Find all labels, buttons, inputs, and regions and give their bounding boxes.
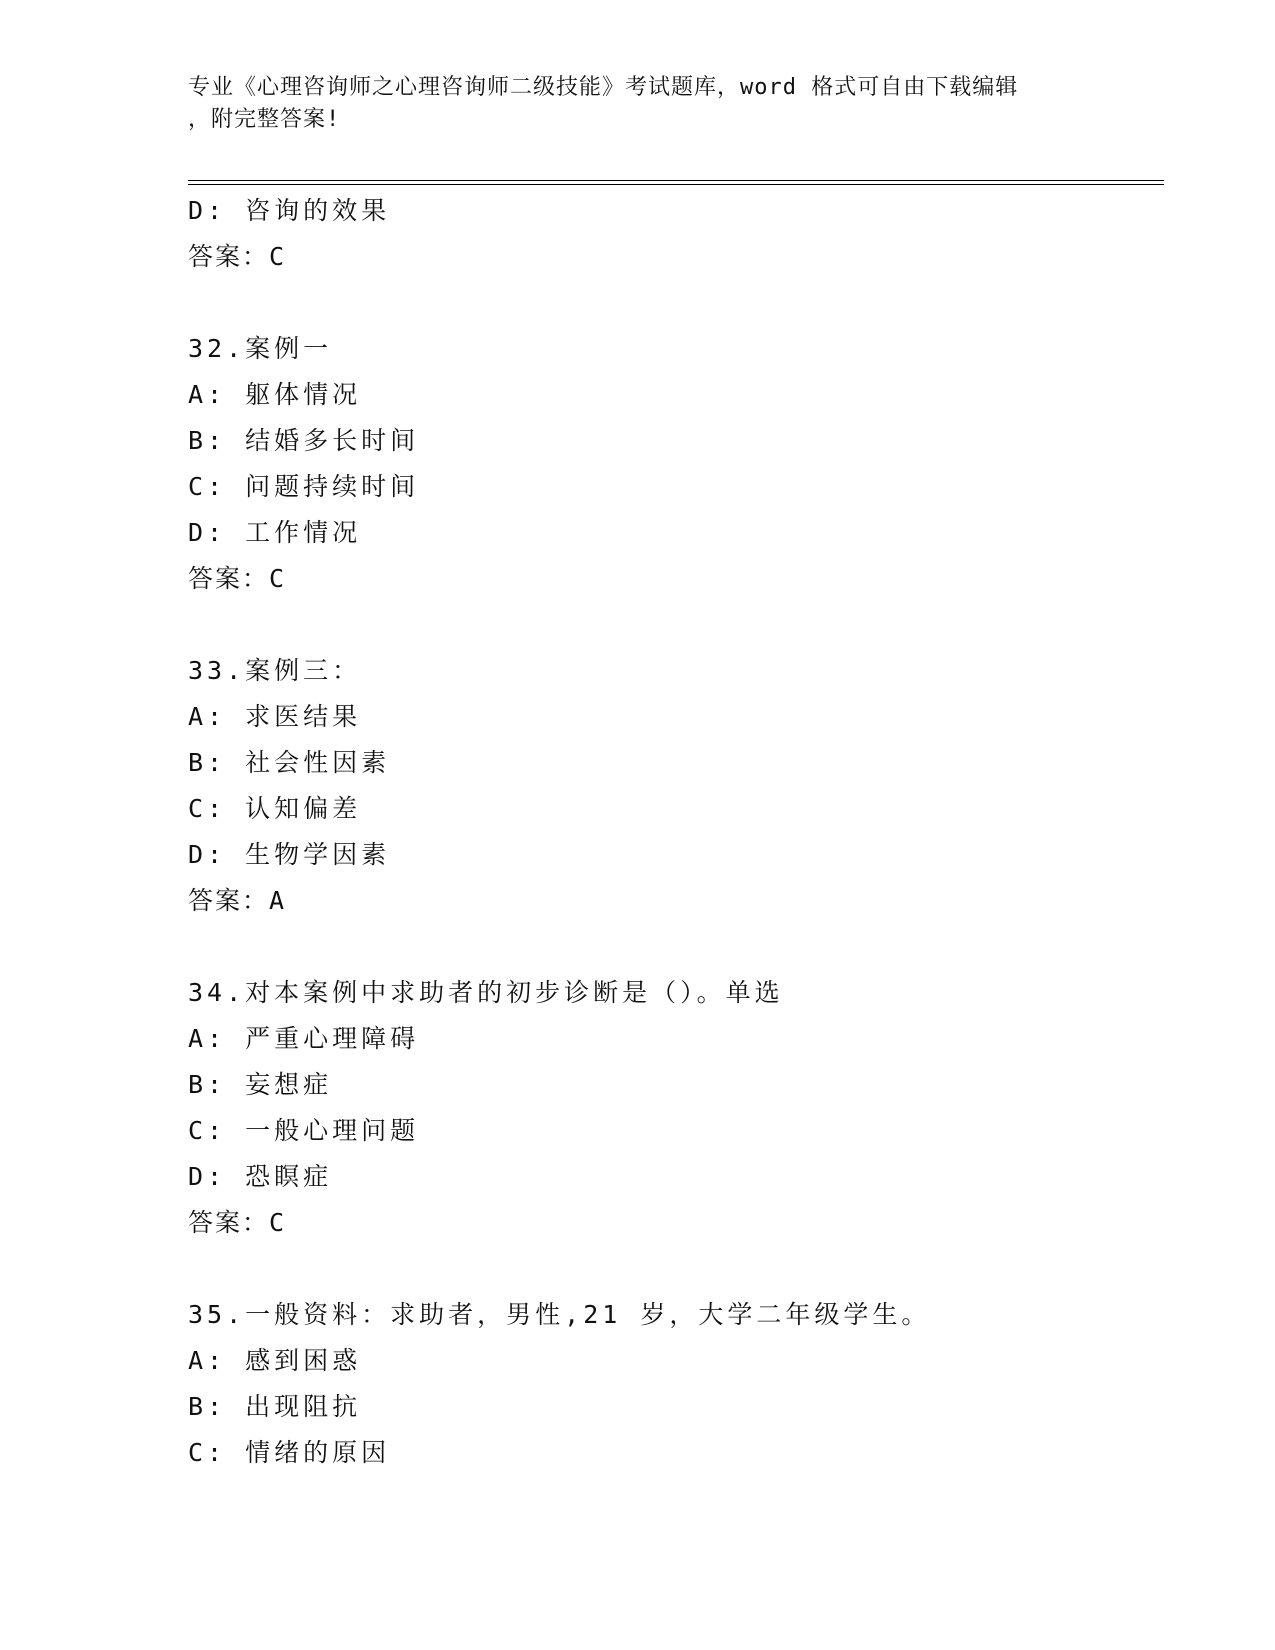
- option-a: A: 躯体情况: [188, 380, 362, 409]
- option-c: C: 认知偏差: [188, 794, 362, 823]
- answer-line: 答案：C: [188, 564, 287, 593]
- question-35: [188, 1292, 1164, 1476]
- option-b: B: 出现阻抗: [188, 1392, 362, 1421]
- header-line-2: ，附完整答案!: [188, 107, 341, 132]
- option-a: A: 感到困惑: [188, 1346, 362, 1375]
- option-c: C: 情绪的原因: [188, 1438, 391, 1467]
- prev-question-block: [188, 188, 1164, 280]
- question-stem: 32.案例一: [188, 334, 333, 363]
- answer-line: 答案：A: [188, 886, 287, 915]
- answer-line: 答案：C: [188, 242, 287, 271]
- spacer: [188, 1246, 1164, 1292]
- option-d: D: 生物学因素: [188, 840, 391, 869]
- header-line-1: 专业《心理咨询师之心理咨询师二级技能》考试题库，word 格式可自由下载编辑: [188, 75, 1019, 100]
- spacer: [188, 280, 1164, 326]
- question-32: [188, 326, 1164, 602]
- question-list: [188, 188, 1164, 1476]
- header-divider: [188, 180, 1164, 185]
- option-a: A: 严重心理障碍: [188, 1024, 420, 1053]
- question-stem: 33.案例三：: [188, 656, 362, 685]
- answer-line: 答案：C: [188, 1208, 287, 1237]
- spacer: [188, 602, 1164, 648]
- question-stem: 34.对本案例中求助者的初步诊断是（）。单选: [188, 978, 784, 1007]
- option-a: A: 求医结果: [188, 702, 362, 731]
- option-b: B: 社会性因素: [188, 748, 391, 777]
- option-d: D: 工作情况: [188, 518, 362, 547]
- spacer: [188, 924, 1164, 970]
- document-header: [188, 72, 1088, 136]
- option-b: B: 妄想症: [188, 1070, 333, 1099]
- option-c: C: 一般心理问题: [188, 1116, 420, 1145]
- question-stem: 35.一般资料：求助者，男性,21 岁，大学二年级学生。: [188, 1300, 931, 1329]
- option-d: D: 咨询的效果: [188, 196, 391, 225]
- option-d: D: 恐瞑症: [188, 1162, 333, 1191]
- question-34: [188, 970, 1164, 1246]
- option-c: C: 问题持续时间: [188, 472, 420, 501]
- option-b: B: 结婚多长时间: [188, 426, 420, 455]
- question-33: [188, 648, 1164, 924]
